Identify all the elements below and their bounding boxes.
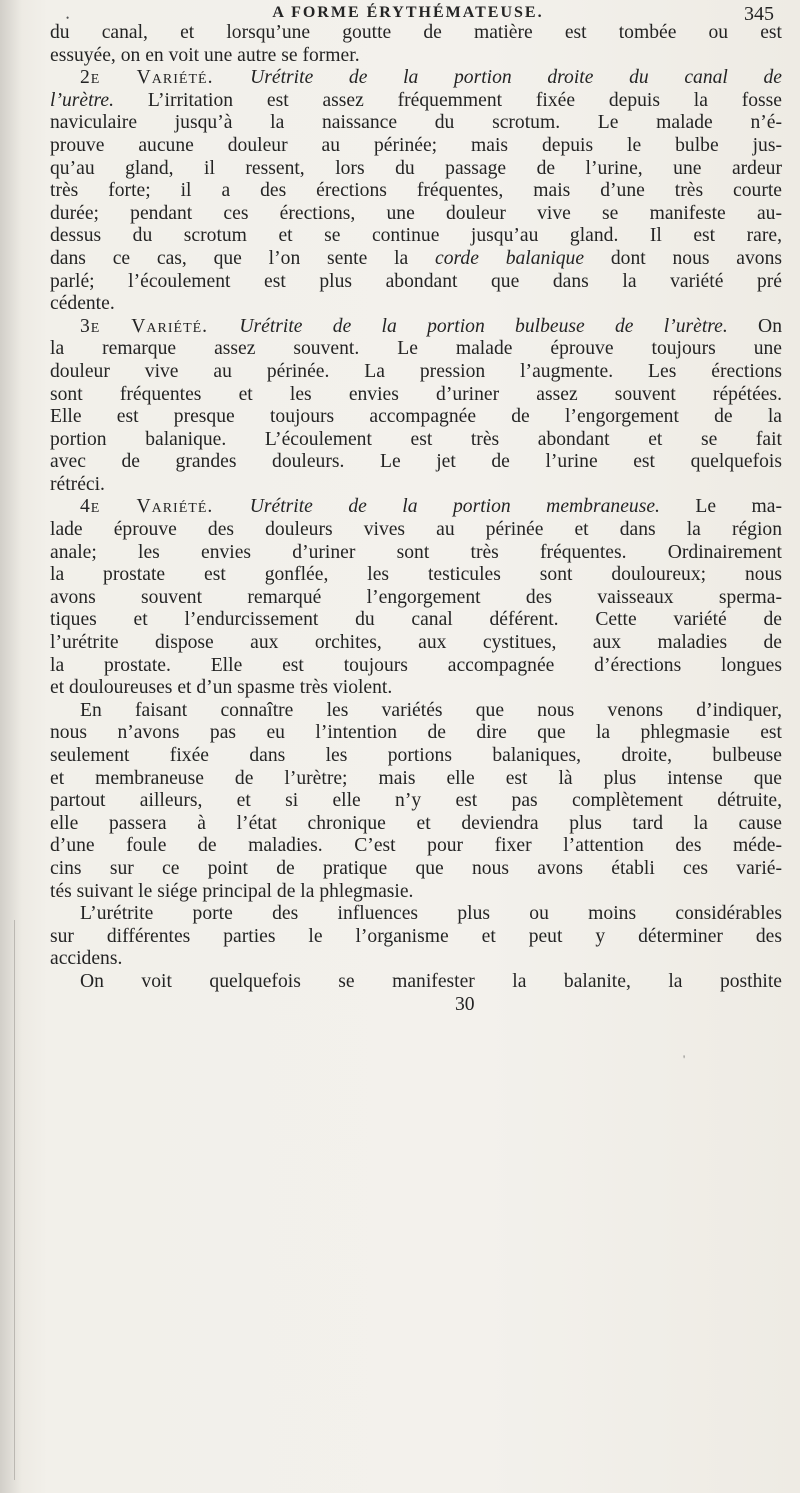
line-text: En faisant connaître les variétés que nous venons d’indiquer, <box>80 699 782 721</box>
text-line <box>50 677 782 700</box>
text-line <box>50 67 782 90</box>
line-text: naviculaire jusqu’à la naissance du scrotum. Le malade n’é- <box>50 112 782 134</box>
text-line <box>50 813 782 836</box>
text-line <box>50 768 782 791</box>
text-line <box>50 180 782 203</box>
text-line <box>50 248 782 271</box>
text-line <box>50 203 782 226</box>
line-text: la remarque assez souvent. Le malade éprouve toujours une <box>50 338 782 360</box>
text-line <box>50 564 782 587</box>
line-text: et douloureuses et d’un spasme très violent. <box>50 677 393 699</box>
page-edge-line <box>14 920 15 1480</box>
text-line <box>50 496 782 519</box>
line-text: durée; pendant ces érections, une douleur vive se manifeste au- <box>50 202 782 224</box>
text-line <box>50 451 782 474</box>
line-text: avec de grandes douleurs. Le jet de l’urine est quelquefois <box>50 451 782 473</box>
line-text: L’urétrite porte des influences plus ou moins considérables <box>80 903 782 925</box>
line-text: rétréci. <box>50 473 105 495</box>
page-number: 345 <box>744 3 774 25</box>
line-text: très forte; il a des érections fréquentes, mais d’une très courte <box>50 180 782 202</box>
text-line <box>50 361 782 384</box>
paragraph <box>50 496 782 699</box>
text-line <box>50 903 782 926</box>
paragraph <box>50 903 782 971</box>
line-text: d’une foule de maladies. C’est pour fixer l’attention des méde- <box>50 835 782 857</box>
text-line <box>50 722 782 745</box>
line-text: tés suivant le siége principal de la phlegmasie. <box>50 880 414 902</box>
line-text: On voit quelquefois se manifester la balanite, la posthite <box>80 970 782 992</box>
signature-mark: 30 <box>455 993 475 1015</box>
paragraph <box>50 700 782 903</box>
line-text: elle passera à l’état chronique et deviendra plus tard la cause <box>50 812 782 834</box>
variety-label: 4e Variété. <box>80 496 250 518</box>
line-text: anale; les envies d’uriner sont très fréquentes. Ordinairement <box>50 541 782 563</box>
line-text: partout ailleurs, et si elle n’y est pas complètement détruite, <box>50 790 782 812</box>
italic-heading: Urétrite de la portion bulbeuse de l’urètre. <box>239 315 728 337</box>
text-line <box>50 835 782 858</box>
text-line <box>50 474 782 497</box>
line-text: prouve aucune douleur au périnée; mais depuis le bulbe jus- <box>50 134 782 156</box>
paragraph <box>50 67 782 316</box>
line-text: Elle est presque toujours accompagnée de l’engorgement de la <box>50 406 782 428</box>
line-text: avons souvent remarqué l’engorgement des vaisseaux sperma- <box>50 586 782 608</box>
text-line <box>50 429 782 452</box>
text-line <box>50 519 782 542</box>
variety-label: 3e Variété. <box>80 315 240 337</box>
text-line <box>50 587 782 610</box>
text-line <box>50 271 782 294</box>
text-line <box>50 112 782 135</box>
header-dot-mark: • <box>66 13 70 23</box>
line-text-after: Le ma- <box>659 496 782 518</box>
text-line <box>50 700 782 723</box>
line-text: accidens. <box>50 948 123 970</box>
text-line <box>50 90 782 113</box>
text-line <box>50 406 782 429</box>
paragraph <box>50 316 782 497</box>
text-line <box>50 542 782 565</box>
line-text: dessus du scrotum et se continue jusqu’au gland. Il est rare, <box>50 225 782 247</box>
line-text: portion balanique. L’écoulement est très abondant et se fait <box>50 428 782 450</box>
paragraph <box>50 971 782 994</box>
text-line <box>50 971 782 994</box>
paragraph <box>50 22 782 67</box>
text-line <box>50 22 782 45</box>
text-line <box>50 745 782 768</box>
binding-shadow <box>0 0 22 1493</box>
line-text: sur différentes parties le l’organisme et peut y déterminer des <box>50 925 782 947</box>
text-line <box>50 858 782 881</box>
line-text: la prostate est gonflée, les testicules sont douloureux; nous <box>50 564 782 586</box>
line-text: du canal, et lorsqu’une goutte de matière est tombée ou est <box>50 22 782 43</box>
line-text: cédente. <box>50 293 115 315</box>
line-text: dans ce cas, que l’on sente la <box>50 247 436 269</box>
text-line <box>50 225 782 248</box>
text-line <box>50 384 782 407</box>
running-head: A FORME ÉRYTHÉMATEUSE. <box>272 4 544 21</box>
italic-heading: Urétrite de la portion membraneuse. <box>249 496 660 518</box>
text-line <box>50 338 782 361</box>
line-text: douleur vive au périnée. La pression l’augmente. Les érections <box>50 360 782 382</box>
text-line <box>50 881 782 904</box>
italic-heading: l’urètre. <box>50 89 115 111</box>
text-line <box>50 926 782 949</box>
line-text: qu’au gland, il ressent, lors du passage de l’urine, une ardeur <box>50 157 782 179</box>
line-text: L’irritation est assez fréquemment fixée depuis la fosse <box>114 89 782 111</box>
text-line <box>50 655 782 678</box>
line-text: l’urétrite dispose aux orchites, aux cystitues, aux maladies de <box>50 632 782 654</box>
variety-label: 2e Variété. <box>80 67 251 89</box>
italic-term: corde balanique <box>435 247 585 269</box>
text-line <box>50 135 782 158</box>
text-line <box>50 45 782 68</box>
line-text: essuyée, on en voit une autre se former. <box>50 44 360 66</box>
text-line <box>50 316 782 339</box>
line-text: la prostate. Elle est toujours accompagnée d’érections longues <box>50 654 782 676</box>
text-line <box>50 158 782 181</box>
text-line <box>50 609 782 632</box>
line-text: parlé; l’écoulement est plus abondant que dans la variété pré <box>50 270 782 292</box>
text-line <box>50 293 782 316</box>
body-text <box>50 22 782 1016</box>
line-text-after: On <box>727 315 782 337</box>
line-text: lade éprouve des douleurs vives au périnée et dans la région <box>50 519 782 541</box>
italic-heading: Urétrite de la portion droite du canal de <box>250 67 782 89</box>
line-text: sont fréquentes et les envies d’uriner assez souvent répétées. <box>50 383 782 405</box>
text-line <box>50 790 782 813</box>
print-speck: ' <box>683 1052 686 1066</box>
line-text: cins sur ce point de pratique que nous avons établi ces varié- <box>50 857 782 879</box>
line-text: tiques et l’endurcissement du canal déférent. Cette variété de <box>50 609 782 631</box>
text-line <box>50 948 782 971</box>
line-text: seulement fixée dans les portions balaniques, droite, bulbeuse <box>50 745 782 766</box>
line-text: nous n’avons pas eu l’intention de dire que la phlegmasie est <box>50 722 782 744</box>
line-text: et membraneuse de l’urètre; mais elle est là plus intense que <box>50 767 782 789</box>
text-line <box>50 632 782 655</box>
line-text-after: dont nous avons <box>584 247 782 269</box>
